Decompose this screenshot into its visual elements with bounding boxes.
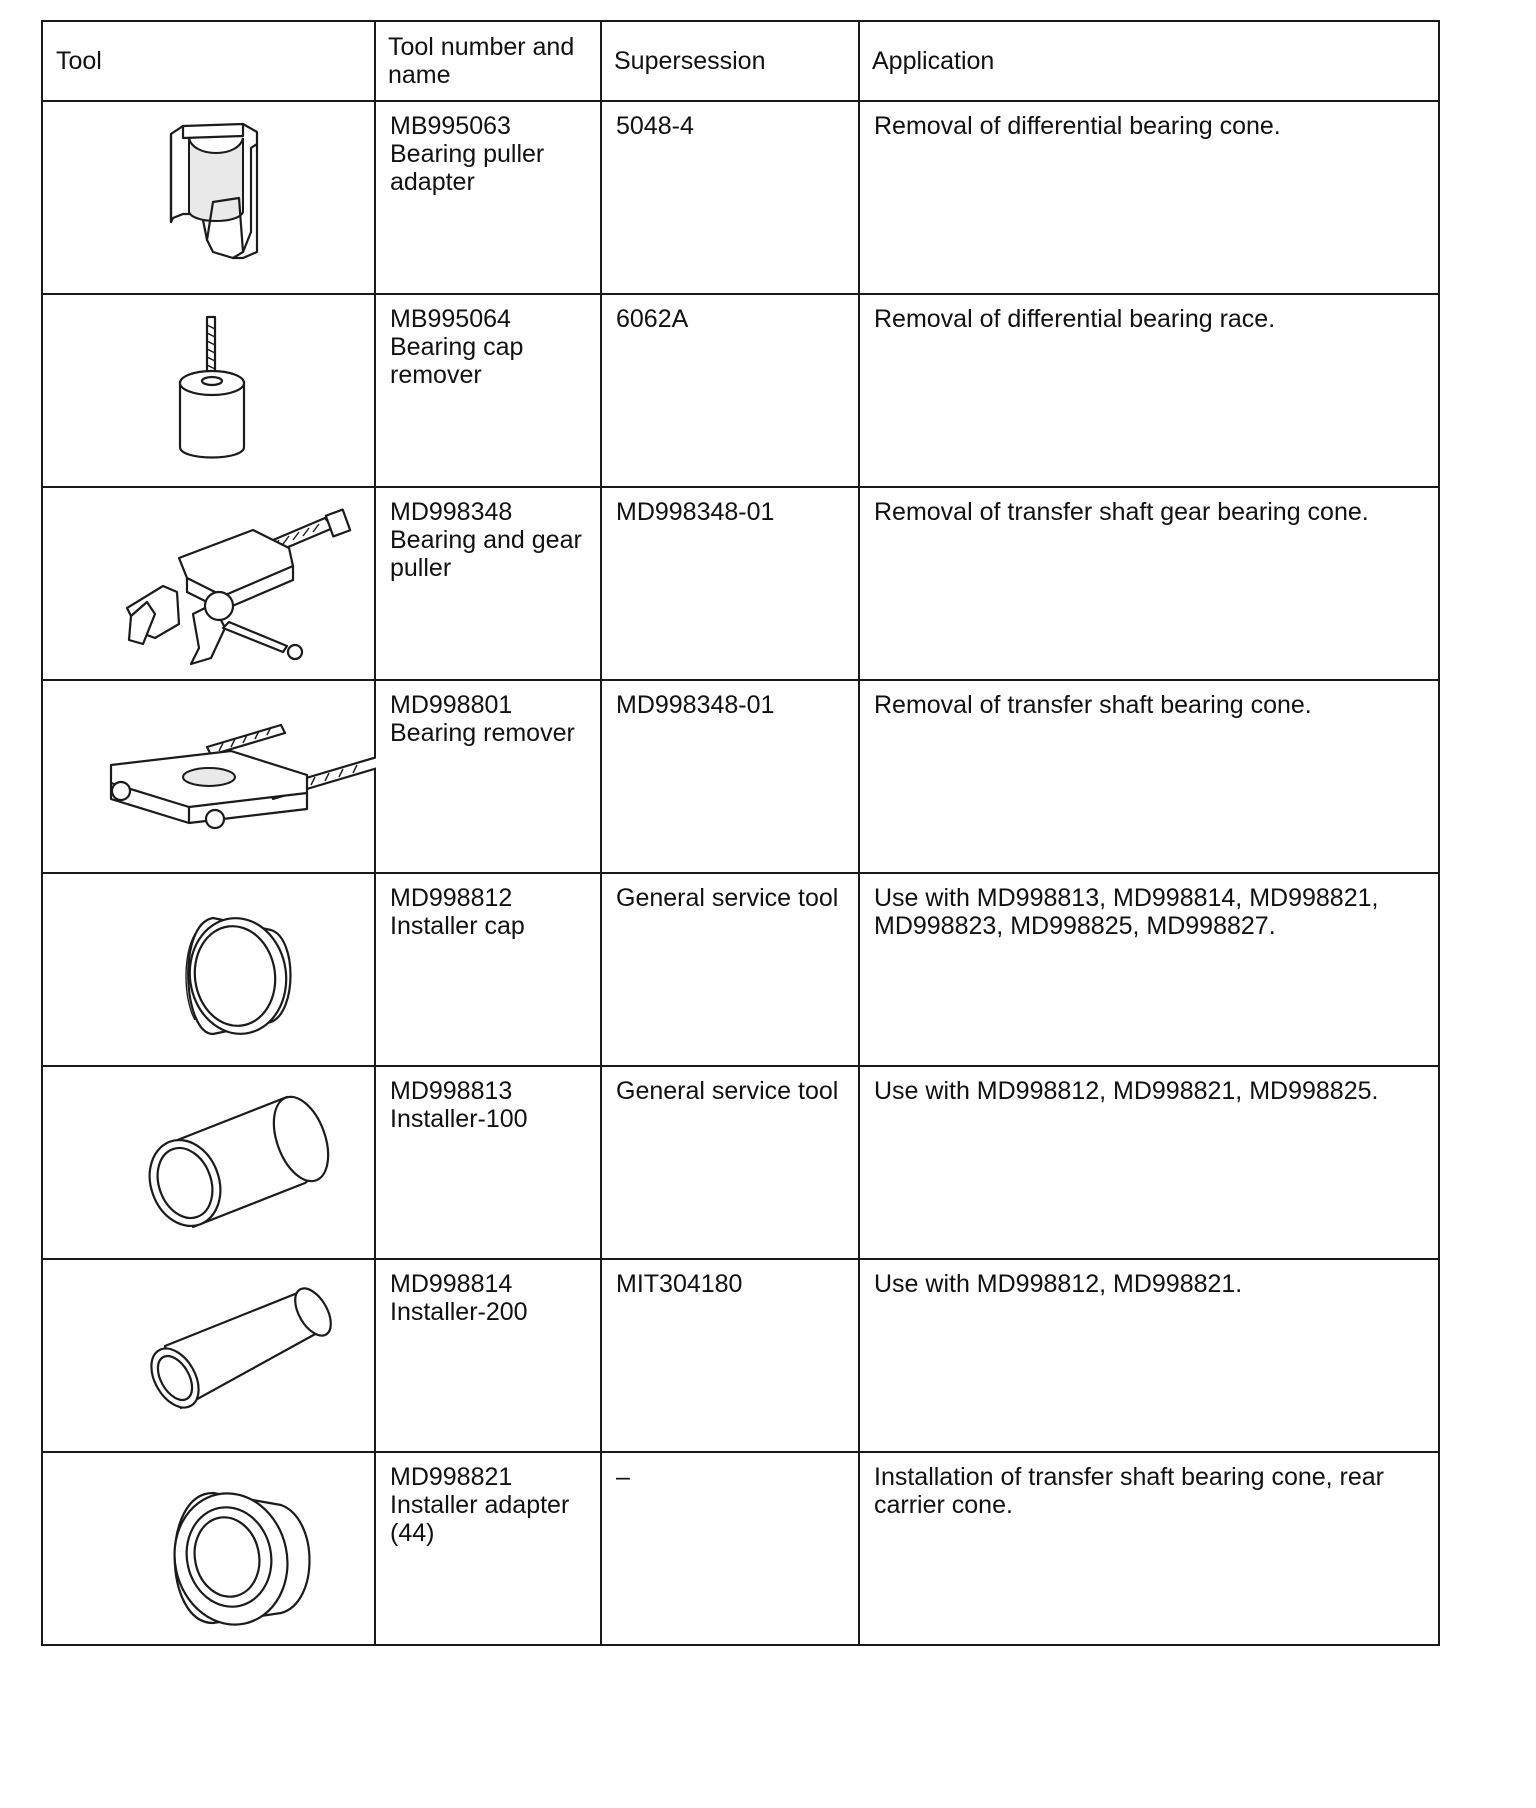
application-cell: Removal of transfer shaft gear bearing cone.: [859, 487, 1439, 680]
tool-number-name-cell: [375, 487, 601, 680]
tool-image-cell: [42, 873, 375, 1066]
table-row: [42, 1452, 1439, 1645]
tool-number-name-cell: [375, 1066, 601, 1259]
bearing-cap-remover-icon: [43, 295, 376, 486]
tool-number: MD998814: [390, 1270, 513, 1298]
table-row: [42, 294, 1439, 487]
supersession-cell: 6062A: [601, 294, 859, 487]
tool-name: Installer-100: [390, 1105, 528, 1133]
tool-number: MD998821: [390, 1463, 513, 1491]
tool-name: Installer cap: [390, 912, 525, 940]
installer-200-icon: [43, 1260, 376, 1451]
table-row: [42, 1259, 1439, 1452]
table-row: [42, 873, 1439, 1066]
tool-number: MD998813: [390, 1077, 513, 1105]
tool-image-cell: [42, 294, 375, 487]
tool-number-name-cell: [375, 873, 601, 1066]
tool-name: Bearing cap remover: [390, 333, 524, 389]
supersession-cell: MIT304180: [601, 1259, 859, 1452]
header-tool: Tool: [42, 21, 375, 101]
table-row: [42, 487, 1439, 680]
application-cell: Use with MD998813, MD998814, MD998821, MD998823, MD998825, MD998827.: [859, 873, 1439, 1066]
header-supersession: Supersession: [601, 21, 859, 101]
tool-number: MD998348: [390, 498, 513, 526]
tool-number-name-cell: [375, 294, 601, 487]
header-application: Application: [859, 21, 1439, 101]
tool-number-name-cell: [375, 680, 601, 873]
tool-number: MB995064: [390, 305, 511, 333]
tool-number: MD998801: [390, 691, 513, 719]
installer-cap-icon: [43, 874, 376, 1065]
tool-image-cell: [42, 101, 375, 294]
tool-image-cell: [42, 680, 375, 873]
table-row: [42, 1066, 1439, 1259]
application-cell: Installation of transfer shaft bearing cone, rear carrier cone.: [859, 1452, 1439, 1645]
application-cell: Removal of differential bearing cone.: [859, 101, 1439, 294]
tool-number: MB995063: [390, 112, 511, 140]
bearing-puller-adapter-icon: [43, 102, 376, 293]
application-cell: Removal of transfer shaft bearing cone.: [859, 680, 1439, 873]
supersession-cell: –: [601, 1452, 859, 1645]
table-row: [42, 680, 1439, 873]
tool-number-name-cell: [375, 1452, 601, 1645]
supersession-cell: MD998348-01: [601, 487, 859, 680]
tool-number-name-cell: [375, 101, 601, 294]
application-cell: Removal of differential bearing race.: [859, 294, 1439, 487]
bearing-remover-icon: [43, 681, 376, 872]
supersession-cell: General service tool: [601, 873, 859, 1066]
application-cell: Use with MD998812, MD998821, MD998825.: [859, 1066, 1439, 1259]
header-row: [42, 21, 1439, 101]
supersession-cell: MD998348-01: [601, 680, 859, 873]
tool-number-name-cell: [375, 1259, 601, 1452]
tool-image-cell: [42, 487, 375, 680]
supersession-cell: 5048-4: [601, 101, 859, 294]
installer-100-icon: [43, 1067, 376, 1258]
tool-name: Bearing remover: [390, 719, 575, 747]
tool-name: Bearing and gear puller: [390, 526, 582, 582]
tool-image-cell: [42, 1452, 375, 1645]
installer-adapter-icon: [43, 1453, 376, 1644]
header-tool-number-name: Tool number and name: [375, 21, 601, 101]
tool-image-cell: [42, 1066, 375, 1259]
tool-name: Bearing puller adapter: [390, 140, 545, 196]
application-cell: Use with MD998812, MD998821.: [859, 1259, 1439, 1452]
bearing-and-gear-puller-icon: [43, 488, 376, 679]
table-row: [42, 101, 1439, 294]
tool-name: Installer-200: [390, 1298, 528, 1326]
tool-name: Installer adapter (44): [390, 1491, 570, 1547]
tool-number: MD998812: [390, 884, 513, 912]
supersession-cell: General service tool: [601, 1066, 859, 1259]
tool-image-cell: [42, 1259, 375, 1452]
special-tools-table: [41, 20, 1440, 1646]
